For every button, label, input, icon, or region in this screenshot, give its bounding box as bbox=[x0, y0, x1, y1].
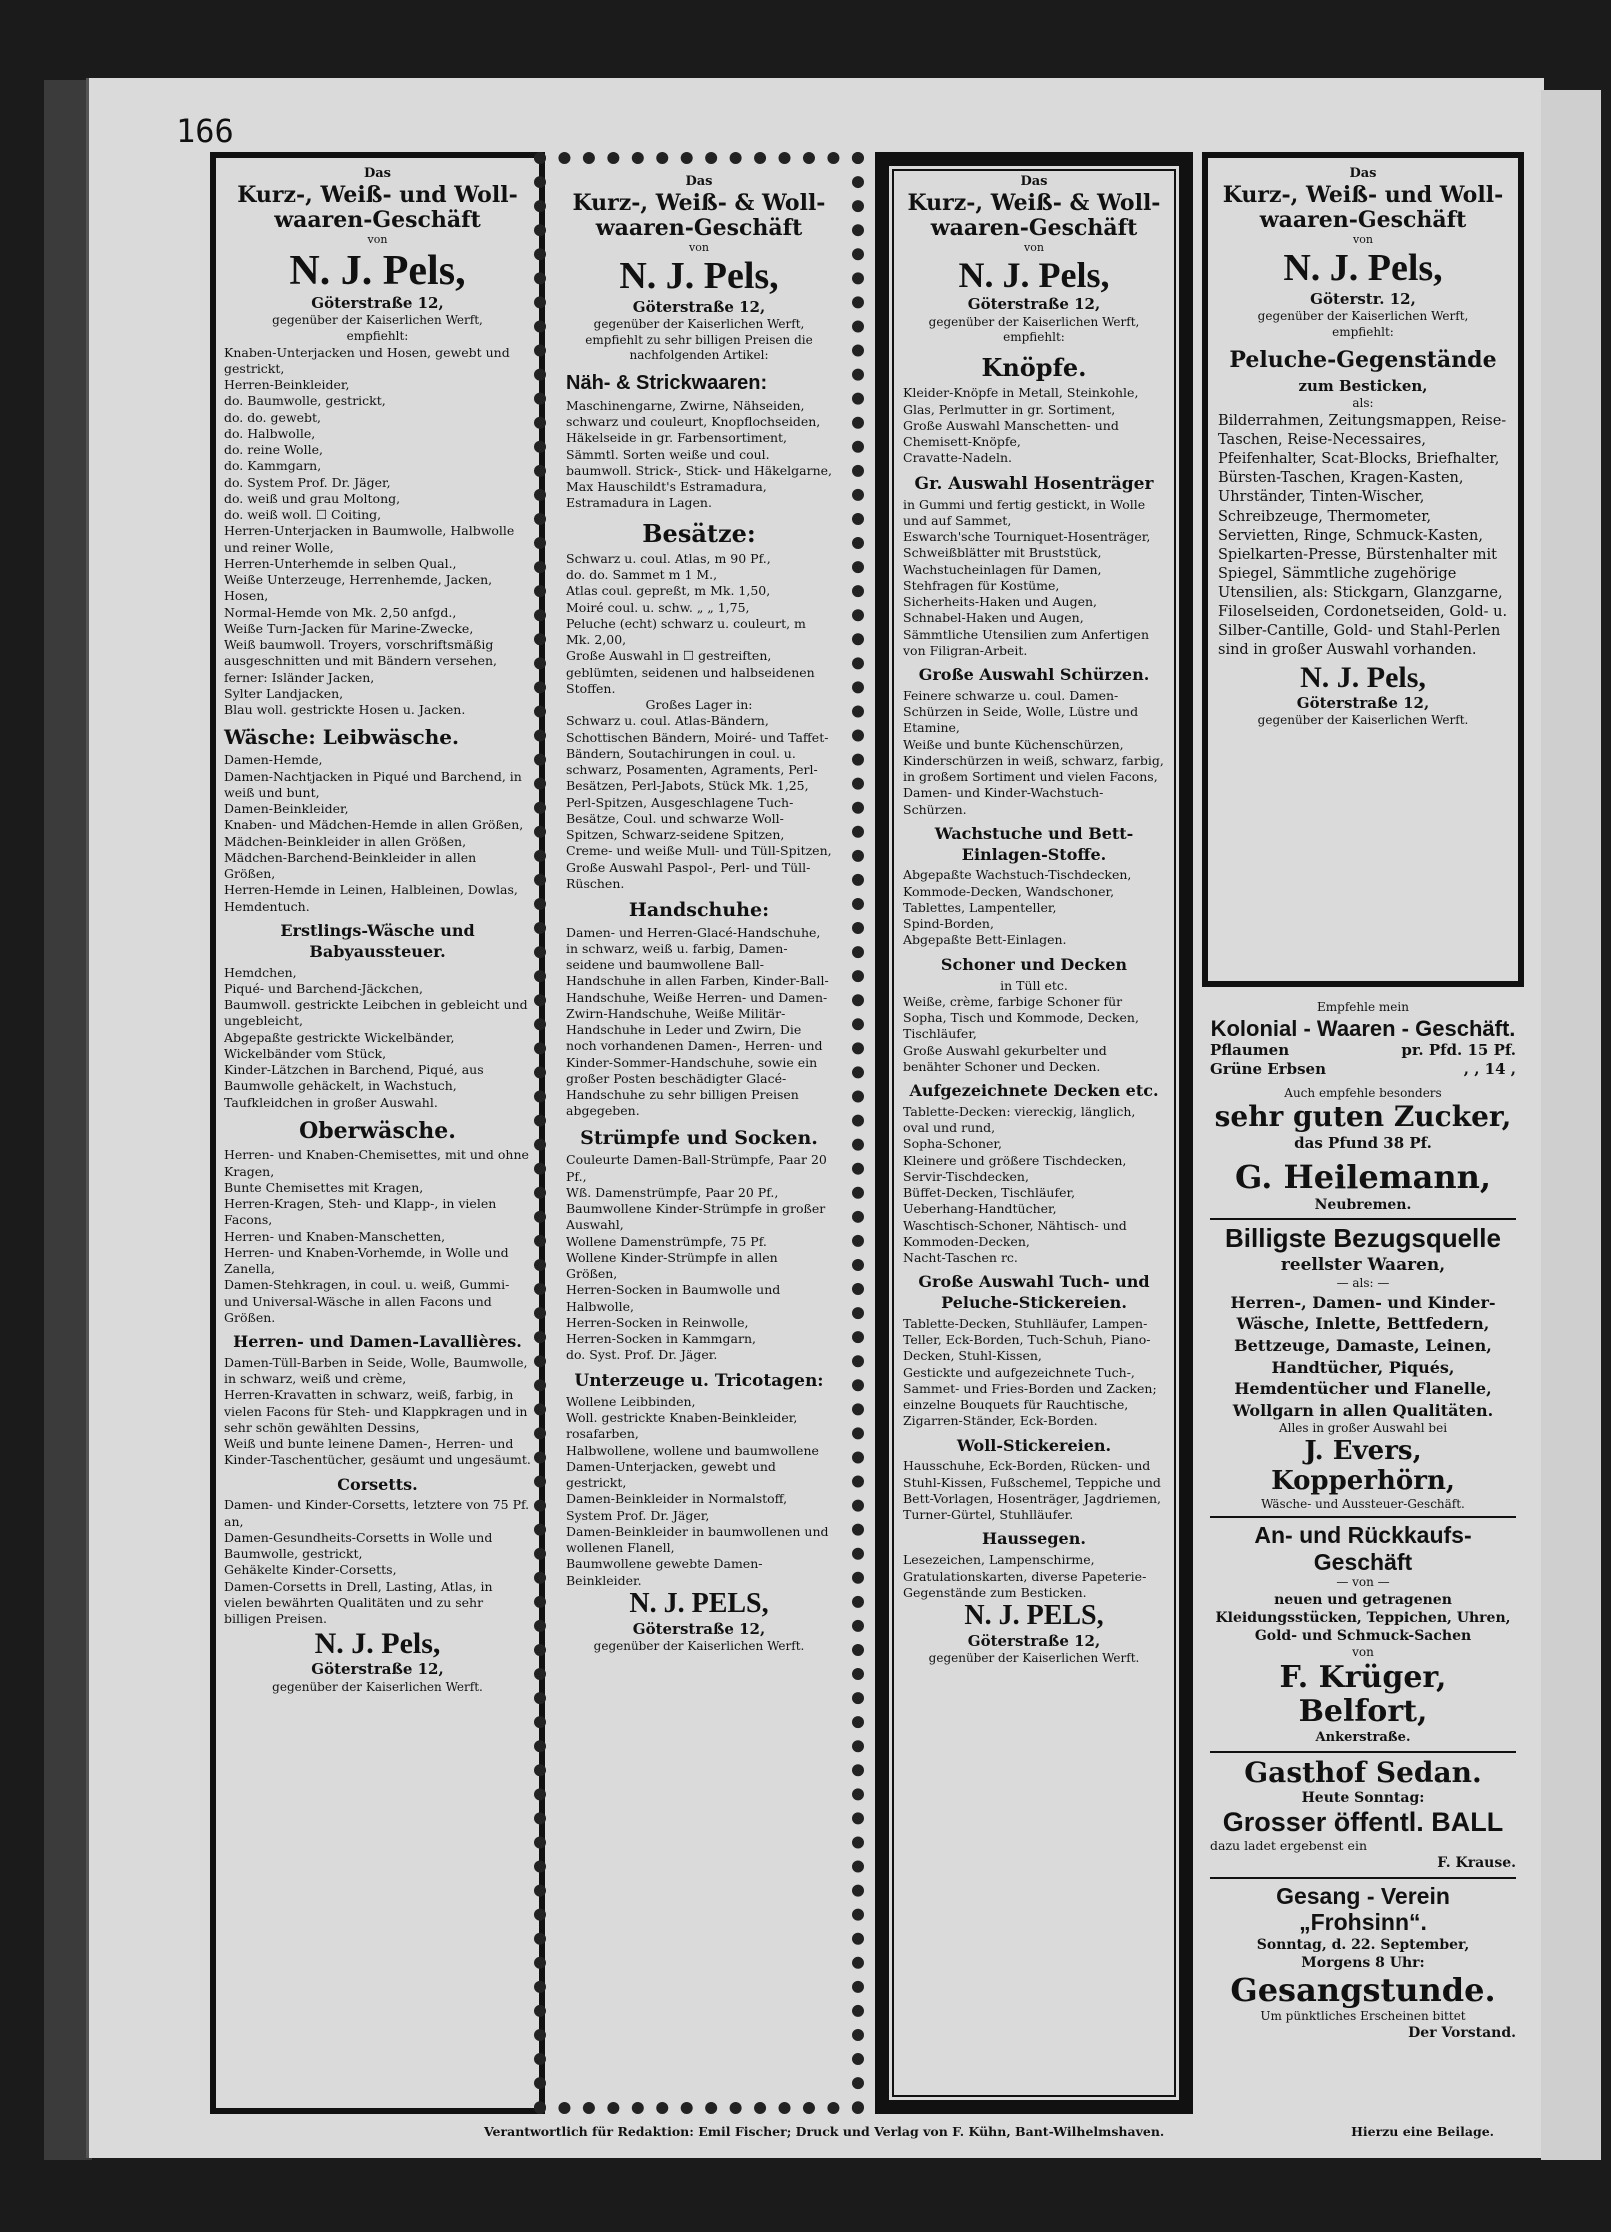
merchant-name: F. Krüger, Belfort, bbox=[1279, 1659, 1447, 1730]
ad-headline: Gasthof Sedan. bbox=[1244, 1755, 1482, 1789]
list-item: Weiß baumwoll. Troyers, vorschriftsmäßig ausgeschnitten und mit Bändern versehen, bbox=[224, 637, 498, 669]
price-value: pr. Pfd. 15 Pf. bbox=[1401, 1040, 1516, 1059]
list-item: Herren-Unterhemde in selben Qual., bbox=[224, 555, 457, 571]
list-item: Weiße und bunte Küchenschürzen, bbox=[903, 736, 1124, 752]
ad-empfiehlt: empfiehlt zu sehr billigen Preisen die nachfolgenden Artikel: bbox=[585, 332, 813, 363]
list-item: Hemdchen, bbox=[224, 964, 297, 980]
price-row bbox=[1210, 1060, 1516, 1080]
list-item: Große Auswahl gekurbelter und benähter Schoner und Decken. bbox=[903, 1042, 1107, 1074]
item-list bbox=[224, 345, 531, 719]
section-subheading: zum Besticken, bbox=[1298, 376, 1428, 395]
ad-von: von bbox=[1352, 1645, 1374, 1660]
divider bbox=[1210, 1218, 1516, 1220]
price-label: Pflaumen bbox=[1210, 1040, 1290, 1059]
list-item: in Gummi und fertig gestickt, in Wolle und auf Sammet, bbox=[903, 496, 1146, 528]
list-item: Blau woll. gestrickte Hosen u. Jacken. bbox=[224, 702, 466, 718]
ad-von: von bbox=[367, 233, 388, 247]
section-heading: Oberwäsche. bbox=[299, 1117, 456, 1144]
list-item: Eswarch'sche Tourniquet-Hosenträger, bbox=[903, 529, 1151, 545]
divider bbox=[1210, 1751, 1516, 1753]
merchant-location: gegenüber der Kaiserlichen Werft, bbox=[593, 317, 805, 332]
list-item: Herren-Kragen, Steh- und Klapp-, in vielen Facons, bbox=[224, 1196, 497, 1228]
ad-headline: Kurz-, Weiß- & Woll-waaren-Geschäft bbox=[572, 189, 826, 242]
merchant-name: N. J. Pels, bbox=[289, 247, 466, 294]
list-item: Schnabel-Haken und Augen, bbox=[903, 610, 1084, 626]
list-item: do. do. gewebt, bbox=[224, 409, 322, 425]
list-item: Wollene Leibbinden, bbox=[566, 1393, 696, 1409]
list-item: Herren-Socken in Baumwolle und Halbwolle, bbox=[566, 1282, 781, 1314]
ad-intro: Empfehle mein bbox=[1317, 1000, 1409, 1014]
list-item: Damen-Nachtjacken in Piqué und Barchend, in weiß und bunt, bbox=[224, 768, 522, 800]
item-paragraph: Herren-, Damen- und Kinder-Wäsche, Inlette, Bettfedern, Bettzeuge, Damaste, Leinen, Handtücher, Piqués, Hemdentücher und Flanelle, Wollgarn in allen Qualitäten. bbox=[1230, 1292, 1496, 1420]
merchant-street: Göterstraße 12, bbox=[311, 293, 444, 312]
list-item: Damen-Beinkleider, bbox=[224, 801, 349, 817]
ad-column-5 bbox=[1202, 1000, 1524, 2120]
list-item: Große Auswahl in ☐ gestreiften, geblümten, seidenen und halbseidenen Stoffen. bbox=[566, 648, 815, 696]
merchant-location: gegenüber der Kaiserlichen Werft, bbox=[272, 313, 483, 328]
list-item: do. weiß woll. ☐ Coiting, bbox=[224, 507, 382, 523]
list-item: Wollene Kinder-Strümpfe in allen Größen, bbox=[566, 1249, 778, 1282]
event-title: Gesangstunde. bbox=[1230, 1970, 1496, 2009]
list-item: do. System Prof. Dr. Jäger, bbox=[224, 474, 391, 490]
section-heading: Besätze: bbox=[642, 518, 756, 548]
item-paragraph: Bilderrahmen, Zeitungsmappen, Reise-Taschen, Reise-Necessaires, Pfeifenhalter, Scat-Blocks, Briefhalter, Bürsten-Taschen, Kragen-Kasten, Uhrständer, Tinten-Wischer, Schreibzeuge, Thermometer, Servietten, Ringe, Schmuck-Kasten, Spielkarten-Presse, Bürstenhalter mit Spiegel, Sämmtliche zugehörige Utensilien, als: Stickgarn, Glanzgarne, Filoselseiden, Cordonetseiden, Gold- u. Silber-Cantille, Gold- und Stahl-Perlen sind in großer Auswahl vorhanden. bbox=[1218, 412, 1508, 659]
list-item: do. Halbwolle, bbox=[224, 425, 316, 441]
list-item: Peluche (echt) schwarz u. couleurt, m Mk. 2,00, bbox=[566, 615, 806, 648]
list-item: Weiße, crème, farbige Schoner für Sopha, Tisch und Kommode, Decken, Tischläufer, bbox=[903, 993, 1139, 1042]
merchant-location: gegenüber der Kaiserlichen Werft. bbox=[593, 1639, 805, 1654]
list-item: Gehäkelte Kinder-Corsetts, bbox=[224, 1562, 397, 1578]
merchant-street: Göterstraße 12, bbox=[632, 297, 766, 316]
list-item: Tablette-Decken: viereckig, länglich, oval und rund, bbox=[903, 1103, 1136, 1136]
ad-note: dazu ladet ergebenst ein bbox=[1210, 1838, 1367, 1854]
price-row bbox=[1210, 1041, 1516, 1061]
ad-das: Das bbox=[363, 166, 391, 181]
supplement-note: Hierzu eine Beilage. bbox=[1351, 2124, 1494, 2139]
ad-empfiehlt: empfiehlt: bbox=[346, 329, 409, 344]
list-item: do. do. Sammet m 1 M., bbox=[566, 567, 718, 583]
merchant-name: N. J. Pels, bbox=[1283, 246, 1443, 289]
list-item: do. Syst. Prof. Dr. Jäger. bbox=[566, 1347, 718, 1363]
list-item: Sämmtl. Sorten weiße und coul. baumwoll. Strick-, Stick- und Häkelgarne, Max Hauschildt's Estramadura, Estramadura in Lagen. bbox=[566, 446, 832, 511]
section-heading: Große Auswahl Tuch- und Peluche-Stickereien. bbox=[918, 1272, 1150, 1313]
ad-intro: Auch empfehle besonders bbox=[1284, 1085, 1442, 1100]
list-item: Herren- und Knaben-Manschetten, bbox=[224, 1228, 446, 1244]
ad-das: Das bbox=[1020, 174, 1048, 189]
merchant-location: Neubremen. bbox=[1314, 1196, 1412, 1213]
list-item: Kleider-Knöpfe in Metall, Steinkohle, Glas, Perlmutter in gr. Sortiment, bbox=[903, 385, 1139, 417]
section-heading: Wachstuche und Bett-Einlagen-Stoffe. bbox=[934, 823, 1134, 864]
list-item: do. Kammgarn, bbox=[224, 458, 322, 474]
ad-note: Alles in großer Auswahl bei bbox=[1278, 1421, 1448, 1436]
list-item: Abgepaßte Bett-Einlagen. bbox=[903, 932, 1067, 948]
signature: Der Vorstand. bbox=[1408, 2025, 1516, 2042]
list-item: Halbwollene, wollene und baumwollene Damen-Unterjacken, gewebt und gestrickt, bbox=[566, 1442, 819, 1491]
list-item: Herren-Unterjacken in Baumwolle, Halbwolle und reiner Wolle, bbox=[224, 523, 515, 555]
list-item: Couleurte Damen-Ball-Strümpfe, Paar 20 Pf., bbox=[566, 1152, 827, 1184]
divider bbox=[1210, 1516, 1516, 1518]
list-item: Knaben- und Mädchen-Hemde in allen Größen, bbox=[224, 817, 524, 833]
list-item: Tablette-Decken, Stuhlläufer, Lampen-Teller, Eck-Borden, Tuch-Schuh, Piano-Decken, Stuhl-Kissen, bbox=[903, 1315, 1151, 1364]
list-item: Stehfragen für Kostüme, bbox=[903, 577, 1060, 593]
list-item: Feinere schwarze u. coul. Damen-Schürzen in Seide, Wolle, Lüstre und Etamine, bbox=[903, 687, 1139, 736]
list-item: Maschinengarne, Zwirne, Nähseiden, schwarz und couleurt, Knopflochseiden, Häkelseide in gr. Farbensortiment, bbox=[566, 397, 821, 446]
merchant-street: Göterstraße 12, bbox=[1296, 693, 1430, 712]
section-heading: Gr. Auswahl Hosenträger bbox=[914, 473, 1154, 494]
list-item: Wachstucheinlagen für Damen, bbox=[903, 561, 1102, 577]
merchant-location: gegenüber der Kaiserlichen Werft, bbox=[1257, 309, 1469, 324]
list-item: Normal-Hemde von Mk. 2,50 anfgd., bbox=[224, 604, 457, 620]
item-paragraph: neuen und getragenen Kleidungsstücken, Teppichen, Uhren, Gold- und Schmuck-Sachen bbox=[1215, 1591, 1511, 1645]
list-item: Baumwollene gewebte Damen-Beinkleider. bbox=[566, 1556, 763, 1588]
section-heading: Wäsche: Leibwäsche. bbox=[224, 725, 459, 750]
list-item: Sylter Landjacken, bbox=[224, 685, 344, 701]
list-item: Sämmtliche Utensilien zum Anfertigen von Filigran-Arbeit. bbox=[903, 626, 1150, 658]
merchant-street: Göterstraße 12, bbox=[311, 1660, 444, 1679]
ad-price: das Pfund 38 Pf. bbox=[1294, 1133, 1432, 1152]
merchant-name: N. J. Pels, bbox=[314, 1627, 441, 1661]
event-date: Sonntag, d. 22. September, bbox=[1256, 1936, 1470, 1953]
list-item: Herren-Beinkleider, bbox=[224, 377, 350, 393]
list-item: Abgepaßte Wachstuch-Tischdecken, bbox=[903, 867, 1132, 883]
ad-headline: Gesang - Verein „Frohsinn“. bbox=[1276, 1882, 1450, 1936]
list-item: Herren- und Knaben-Vorhemde, in Wolle und Zanella, bbox=[224, 1244, 509, 1277]
section-heading: Schoner und Decken bbox=[940, 954, 1128, 974]
list-item: Knaben-Unterjacken und Hosen, gewebt und gestrickt, bbox=[224, 344, 510, 376]
page-number: 166 bbox=[176, 112, 234, 150]
list-item: Cravatte-Nadeln. bbox=[903, 450, 1012, 466]
list-item: Gestickte und aufgezeichnete Tuch-, Sammet- und Fries-Borden und Zacken; einzelne Bouquets für Rauchtische, Zigarren-Ständer, Eck-Borden. bbox=[903, 1364, 1157, 1429]
list-item: Sicherheits-Haken und Augen, bbox=[903, 594, 1098, 610]
section-heading: Strümpfe und Socken. bbox=[580, 1126, 818, 1149]
ad-headline: Kurz-, Weiß- und Woll-waaren-Geschäft bbox=[1222, 181, 1504, 234]
section-heading: Knöpfe. bbox=[981, 353, 1087, 383]
list-item: Damen- und Kinder-Wachstuch-Schürzen. bbox=[903, 785, 1104, 817]
ad-empfiehlt: empfiehlt: bbox=[1332, 324, 1394, 339]
merchant-street: Göterstraße 12, bbox=[632, 1619, 766, 1638]
list-item: Damen-Corsetts in Drell, Lasting, Atlas, in vielen bewährten Qualitäten und zu sehr billigen Preisen. bbox=[224, 1578, 493, 1627]
merchant-location: gegenüber der Kaiserlichen Werft. bbox=[272, 1679, 483, 1694]
ad-als: — als: — bbox=[1336, 1276, 1390, 1291]
list-item: Lesezeichen, Lampenschirme, Gratulationskarten, diverse Papeterie-Gegenstände zum Besticken. bbox=[903, 1552, 1147, 1600]
list-item: Sopha-Schoner, bbox=[903, 1136, 1002, 1152]
ad-headline: Kurz-, Weiß- und Woll-waaren-Geschäft bbox=[237, 181, 518, 234]
merchant-location: gegenüber der Kaiserlichen Werft. bbox=[1257, 713, 1469, 728]
merchant-location: gegenüber der Kaiserlichen Werft. bbox=[928, 1651, 1140, 1666]
list-item: do. Baumwolle, gestrickt, bbox=[224, 393, 386, 409]
ad-column-2 bbox=[534, 152, 864, 2114]
ad-von: — von — bbox=[1336, 1575, 1390, 1590]
list-item: Kleinere und größere Tischdecken, bbox=[903, 1152, 1127, 1168]
book-spine bbox=[44, 80, 92, 2160]
list-item: Schwarz u. coul. Atlas-Bändern, Schottischen Bändern, Moiré- und Taffet-Bändern, Soutachirungen in coul. u. schwarz, Posamenten, Agraments, Perl-Besätzen, Perl-Jabots, Stück Mk. 1,25, Perl-Spitzen, Ausgeschlagene Tuch-Besätze, Coul. und schwarze Woll-Spitzen, Schwarz-seidene Spitzen, Creme- und weiße Mull- und Tüll-Spitzen, Große Auswahl Paspol-, Perl- und Tüll-Rüschen. bbox=[566, 713, 832, 891]
list-item: Mädchen-Barchend-Beinkleider in allen Größen, bbox=[224, 849, 477, 882]
ad-subheading: reellster Waaren, bbox=[1280, 1255, 1446, 1276]
ad-headline: Billigste Bezugsquelle bbox=[1225, 1223, 1501, 1254]
list-item: Damen-Beinkleider in Normalstoff, System Prof. Dr. Jäger, bbox=[566, 1491, 788, 1523]
list-item: Woll. gestrickte Knaben-Beinkleider, rosafarben, bbox=[566, 1410, 798, 1442]
list-item: Ueberhang-Handtücher, bbox=[903, 1201, 1057, 1217]
list-item: Kinder-Lätzchen in Barchend, Piqué, aus Baumwolle gehäckelt, in Wachstuch, bbox=[224, 1062, 484, 1094]
list-item: Nacht-Taschen rc. bbox=[903, 1250, 1018, 1266]
section-heading: Corsetts. bbox=[337, 1474, 418, 1494]
list-item: Großes Lager in: bbox=[645, 697, 753, 713]
list-item: Damen-Hemde, bbox=[224, 752, 323, 768]
merchant-name: G. Heilemann, bbox=[1235, 1158, 1491, 1197]
merchant-street: Ankerstraße. bbox=[1315, 1729, 1411, 1745]
list-item: Bunte Chemisettes mit Kragen, bbox=[224, 1179, 424, 1195]
list-item: Herren-Socken in Kammgarn, bbox=[566, 1331, 756, 1347]
merchant-name: N. J. Pels, bbox=[1300, 660, 1426, 694]
imprint: Verantwortlich für Redaktion: Emil Fischer; Druck und Verlag von F. Kühn, Bant-Wilhelmshaven. bbox=[484, 2124, 1165, 2139]
merchant-street: Göterstr. 12, bbox=[1310, 289, 1416, 308]
list-item: Tablettes, Lampenteller, bbox=[903, 899, 1057, 915]
divider bbox=[1210, 1877, 1516, 1879]
list-item: Damen- und Herren-Glacé-Handschuhe, in schwarz, weiß u. farbig, Damen- seidene und baumwollene Ball-Handschuhe in allen Farben, Kinder-Ball-Handschuhe, Weiße Herren- und Damen-Zwirn-Handschuhe, Weiße Militär-Handschuhe in Leder und Zwirn, Die noch vorhandenen Damen-, Herren- und Kinder-Sommer-Handschuhe, sowie ein großer Posten beschädigter Glacé-Handschuhe zu sehr billigen Preisen abgegeben. bbox=[566, 924, 829, 1119]
merchant-name: N. J. Pels, bbox=[958, 254, 1110, 295]
list-item: Weiß und bunte leinene Damen-, Herren- und Kinder-Taschentücher, gesäumt und ungesäumt. bbox=[224, 1436, 531, 1468]
section-heading: Aufgezeichnete Decken etc. bbox=[909, 1081, 1159, 1101]
section-heading: Handschuhe: bbox=[628, 899, 770, 922]
list-item: Moiré coul. u. schw. „ „ 1,75, bbox=[566, 599, 750, 615]
list-item: Taufkleidchen in großer Auswahl. bbox=[224, 1094, 438, 1110]
merchant-name: N. J. Pels, bbox=[619, 254, 779, 297]
list-item: Abgepaßte gestrickte Wickelbänder, bbox=[224, 1029, 455, 1045]
list-item: Kommode-Decken, Wandschoner, bbox=[903, 883, 1115, 899]
list-item: Baumwollene Kinder-Strümpfe in großer Auswahl, bbox=[566, 1201, 826, 1233]
list-item: Damen- und Kinder-Corsetts, letztere von 75 Pf. an, bbox=[224, 1497, 530, 1529]
section-heading: Haussegen. bbox=[982, 1529, 1086, 1549]
ad-column-4 bbox=[1202, 152, 1524, 987]
ad-von: von bbox=[689, 241, 709, 255]
ad-empfiehlt: empfiehlt: bbox=[1003, 330, 1065, 345]
merchant-name: N. J. PELS, bbox=[964, 1600, 1104, 1632]
ad-von: von bbox=[1024, 241, 1044, 255]
list-item: do. weiß und grau Moltong, bbox=[224, 490, 401, 506]
list-item: Herren-Socken in Reinwolle, bbox=[566, 1314, 749, 1330]
merchant-name: J. Evers, Kopperhörn, bbox=[1271, 1435, 1455, 1496]
host-name: F. Krause. bbox=[1437, 1855, 1516, 1872]
list-item: Baumwoll. gestrickte Leibchen in gebleicht und ungebleicht, bbox=[224, 997, 528, 1029]
list-item: Herren- und Knaben-Chemisettes, mit und ohne Kragen, bbox=[224, 1147, 529, 1179]
ad-column-3 bbox=[875, 152, 1193, 2114]
ad-von: von bbox=[1353, 233, 1373, 247]
ad-das: Das bbox=[685, 174, 713, 189]
ad-column-1 bbox=[210, 152, 545, 2114]
section-heading: Erstlings-Wäsche und Babyaussteuer. bbox=[280, 920, 475, 961]
list-item: ferner: Isländer Jacken, bbox=[224, 669, 375, 685]
section-heading: Unterzeuge u. Tricotagen: bbox=[574, 1370, 824, 1391]
list-item: Wickelbänder vom Stück, bbox=[224, 1045, 387, 1061]
list-item: Piqué- und Barchend-Jäckchen, bbox=[224, 980, 423, 996]
list-item: Herren-Hemde in Leinen, Halbleinen, Dowlas, Hemdentuch. bbox=[224, 882, 518, 914]
section-subheading: in Tüll etc. bbox=[1000, 977, 1068, 993]
list-item: Waschtisch-Schoner, Nähtisch- und Kommoden-Decken, bbox=[903, 1217, 1127, 1249]
list-item: Atlas coul. gepreßt, m Mk. 1,50, bbox=[566, 583, 771, 599]
list-item: Wß. Damenstrümpfe, Paar 20 Pf., bbox=[566, 1184, 779, 1200]
list-item: Weiße Unterzeuge, Herrenhemde, Jacken, Hosen, bbox=[224, 572, 493, 604]
list-item: Kinderschürzen in weiß, schwarz, farbig, in großem Sortiment und vielen Facons, bbox=[903, 752, 1164, 785]
list-item: Herren-Kravatten in schwarz, weiß, farbig, in vielen Facons für Steh- und Klappkragen und in sehr schön gewählten Dessins, bbox=[224, 1387, 528, 1435]
ad-headline: Kurz-, Weiß- & Woll-waaren-Geschäft bbox=[907, 189, 1161, 242]
list-item: do. reine Wolle, bbox=[224, 442, 323, 458]
section-heading: Näh- & Strickwaaren: bbox=[566, 371, 768, 394]
list-item: Damen-Stehkragen, in coul. u. weiß, Gummi- und Universal-Wäsche in allen Facons und Größen. bbox=[224, 1277, 510, 1325]
list-item: Schwarz u. coul. Atlas, m 90 Pf., bbox=[566, 550, 771, 566]
ad-headline: Kolonial - Waaren - Geschäft. bbox=[1210, 1015, 1516, 1041]
list-item: Wollene Damenstrümpfe, 75 Pf. bbox=[566, 1233, 767, 1249]
event-title: Grosser öffentl. BALL bbox=[1222, 1807, 1504, 1838]
ad-als: als: bbox=[1352, 396, 1374, 411]
merchant-street: Göterstraße 12, bbox=[967, 295, 1101, 314]
section-heading: Peluche-Gegenstände bbox=[1229, 347, 1497, 374]
price-value: , , 14 , bbox=[1463, 1060, 1516, 1079]
page-footer bbox=[484, 2124, 1494, 2139]
list-item: Damen-Tüll-Barben in Seide, Wolle, Baumwolle, in schwarz, weiß und crème, bbox=[224, 1354, 528, 1387]
ad-note: Um pünktliches Erscheinen bittet bbox=[1260, 2008, 1466, 2023]
ad-headline: An- und Rückkaufs-Geschäft bbox=[1254, 1522, 1472, 1575]
merchant-street: Göterstraße 12, bbox=[967, 1631, 1101, 1650]
ad-das: Das bbox=[1349, 166, 1377, 181]
list-item: Weiße Turn-Jacken für Marine-Zwecke, bbox=[224, 620, 474, 636]
list-item: Große Auswahl Manschetten- und Chemisett-Knöpfe, bbox=[903, 417, 1119, 449]
ad-headline: sehr guten Zucker, bbox=[1214, 1100, 1512, 1134]
event-time: Morgens 8 Uhr: bbox=[1301, 1954, 1425, 1971]
merchant-name: N. J. PELS, bbox=[629, 1587, 769, 1619]
list-item: Spind-Borden, bbox=[903, 916, 994, 932]
price-label: Grüne Erbsen bbox=[1210, 1060, 1327, 1079]
section-heading: Große Auswahl Schürzen. bbox=[918, 665, 1150, 685]
merchant-sub: Wäsche- und Aussteuer-Geschäft. bbox=[1261, 1496, 1465, 1511]
merchant-location: gegenüber der Kaiserlichen Werft, bbox=[928, 314, 1140, 329]
next-page-edge bbox=[1541, 90, 1601, 2160]
list-item: Mädchen-Beinkleider in allen Größen, bbox=[224, 833, 467, 849]
section-heading: Herren- und Damen-Lavallières. bbox=[233, 1332, 522, 1352]
section-heading: Woll-Stickereien. bbox=[956, 1435, 1112, 1455]
list-item: Schweißblätter mit Bruststück, bbox=[903, 545, 1102, 561]
list-item: Servir-Tischdecken, bbox=[903, 1168, 1029, 1184]
list-item: Damen-Gesundheits-Corsetts in Wolle und Baumwolle, gestrickt, bbox=[224, 1529, 493, 1562]
list-item: Büffet-Decken, Tischläufer, bbox=[903, 1185, 1076, 1201]
list-item: Damen-Beinkleider in baumwollenen und wollenen Flanell, bbox=[566, 1523, 829, 1556]
list-item: Hausschuhe, Eck-Borden, Rücken- und Stuhl-Kissen, Fußschemel, Teppiche und Bett-Vorlagen, Hosenträger, Jagdriemen, Turner-Gürtel, Stuhlläufer. bbox=[903, 1458, 1161, 1523]
ad-subheading: Heute Sonntag: bbox=[1301, 1789, 1425, 1806]
